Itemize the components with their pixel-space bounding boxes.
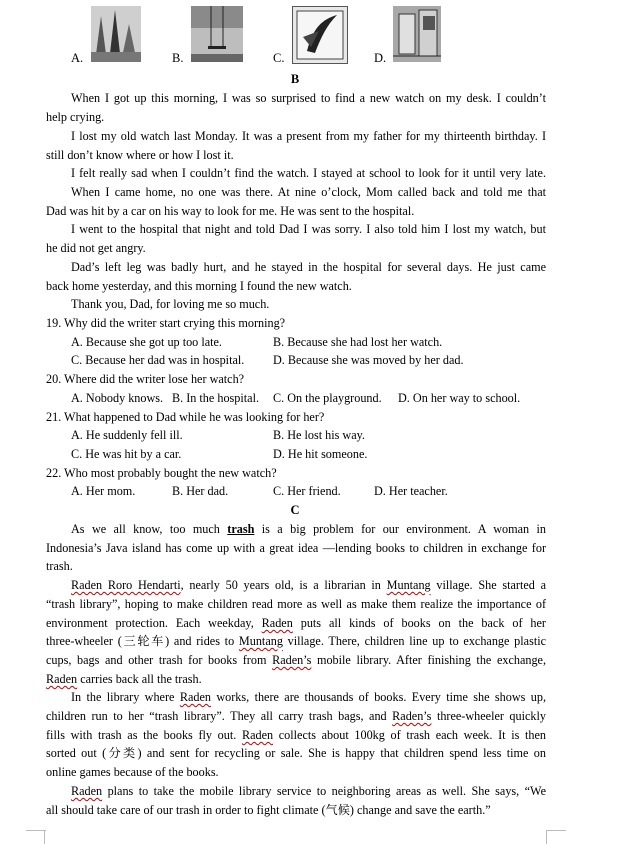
passage-c-line: sorted out (分类) and sent for recycling or sale. She is happy that children spend less time on bbox=[46, 746, 546, 760]
name-radens: Raden’s bbox=[272, 653, 312, 667]
text-run: plans to take the mobile library service to neighboring areas as well. She says, “We bbox=[102, 784, 546, 798]
option-d-picture bbox=[393, 6, 441, 62]
passage-b-line: he did not get angry. bbox=[46, 241, 146, 255]
section-b-heading: B bbox=[290, 72, 300, 86]
text-run: works, there are thousands of books. Every time she shows up, bbox=[210, 690, 546, 704]
question-20: 20. Where did the writer lose her watch? bbox=[46, 372, 245, 386]
question-19: 19. Why did the writer start crying this morning? bbox=[46, 316, 286, 330]
picture-options bbox=[0, 0, 630, 66]
text-run: carries back all the trash. bbox=[77, 672, 202, 686]
keyword-trash: trash bbox=[227, 522, 255, 536]
passage-c-line bbox=[46, 616, 546, 631]
q21-option-c: C. He was hit by a car. bbox=[71, 447, 182, 461]
q20-option-d: D. On her way to school. bbox=[398, 391, 521, 405]
question-21: 21. What happened to Dad while he was looking for her? bbox=[46, 410, 325, 424]
q22-option-c: C. Her friend. bbox=[273, 484, 341, 498]
option-a-picture bbox=[91, 6, 141, 62]
name-raden: Raden bbox=[179, 690, 211, 704]
passage-c-line bbox=[71, 690, 546, 705]
name-muntang: Muntang bbox=[238, 634, 283, 648]
q22-option-a: A. Her mom. bbox=[71, 484, 136, 498]
passage-c-line bbox=[46, 672, 546, 687]
passage-b-line: still don’t know where or how I lost it. bbox=[46, 148, 234, 162]
passage-b-line: Dad was hit by a car on his way to look for me. He was sent to the hospital. bbox=[46, 204, 415, 218]
text-run: three-wheeler quickly bbox=[431, 709, 546, 723]
passage-b-line: help crying. bbox=[46, 110, 105, 124]
passage-b-line: I felt really sad when I couldn’t find the watch. I stayed at school to look for it until very late. bbox=[71, 166, 546, 180]
option-b-label: B. bbox=[172, 51, 184, 65]
passage-b-line: When I got up this morning, I was so surprised to find a new watch on my desk. I couldn’t bbox=[71, 91, 546, 105]
passage-c-line bbox=[71, 784, 546, 799]
passage-b-line: I lost my old watch last Monday. It was a present from my father for my thirteenth birthday. I bbox=[71, 129, 546, 143]
text-run: environment protection. Each weekday, bbox=[46, 616, 262, 630]
q20-option-c: C. On the playground. bbox=[273, 391, 382, 405]
passage-c-line bbox=[46, 634, 546, 649]
text-run: , nearly 50 years old, is a librarian in bbox=[180, 578, 387, 592]
page-corner-mark bbox=[26, 830, 46, 843]
name-raden: Raden bbox=[241, 728, 274, 742]
q21-option-d: D. He hit someone. bbox=[273, 447, 368, 461]
text-run: fills with trash as the books fly out. bbox=[46, 728, 242, 742]
text-run: is a big problem for our environment. A woman in bbox=[254, 522, 546, 536]
passage-b-line: Dad’s left leg was badly hurt, and he stayed in the hospital for several days. He just came bbox=[71, 260, 546, 274]
text-run: cups, bags and other trash for books from bbox=[46, 653, 273, 667]
name-raden: Raden bbox=[71, 784, 103, 798]
page-corner-mark bbox=[546, 830, 566, 843]
passage-c-line: online games because of the books. bbox=[46, 765, 219, 779]
text-run: village. There, children line up to exchange plastic bbox=[282, 634, 546, 648]
text-run: puts all kinds of books on the back of her bbox=[292, 616, 546, 630]
question-22: 22. Who most probably bought the new watch? bbox=[46, 466, 277, 480]
q19-option-d: D. Because she was moved by her dad. bbox=[273, 353, 464, 367]
q21-option-b: B. He lost his way. bbox=[273, 428, 365, 442]
text-run: three-wheeler (三轮车) and rides to bbox=[46, 634, 239, 648]
q19-option-c: C. Because her dad was in hospital. bbox=[71, 353, 245, 367]
passage-c-line: all should take care of our trash in order to fight climate (气候) change and save the earth.” bbox=[46, 803, 491, 817]
q20-option-a: A. Nobody knows. bbox=[71, 391, 164, 405]
name-muntang: Muntang bbox=[386, 578, 431, 592]
option-a-label: A. bbox=[71, 51, 84, 65]
section-c-heading: C bbox=[290, 503, 300, 517]
passage-c-line: “trash library”, hoping to make children read more as well as make them realize the importance of bbox=[46, 597, 546, 611]
passage-c-line: trash. bbox=[46, 559, 73, 573]
page-corner-mark bbox=[44, 830, 45, 844]
text-run: mobile library. After finishing the exchange, bbox=[311, 653, 547, 667]
q19-option-b: B. Because she had lost her watch. bbox=[273, 335, 443, 349]
text-run: village. She started a bbox=[430, 578, 547, 592]
q22-option-d: D. Her teacher. bbox=[374, 484, 448, 498]
name-raden: Raden bbox=[261, 616, 293, 630]
passage-c-line bbox=[71, 578, 546, 593]
q22-option-b: B. Her dad. bbox=[172, 484, 229, 498]
name-raden: Raden bbox=[46, 672, 78, 686]
passage-b-line: Thank you, Dad, for loving me so much. bbox=[71, 297, 270, 311]
text-run: children run to her “trash library”. They all carry trash bags, and bbox=[46, 709, 393, 723]
option-b-picture bbox=[191, 6, 243, 62]
passage-c-line bbox=[46, 709, 546, 724]
text-run: As we all know, too much bbox=[71, 522, 228, 536]
passage-c-line bbox=[46, 728, 546, 743]
text-run: In the library where bbox=[71, 690, 180, 704]
passage-c-line bbox=[71, 522, 546, 537]
passage-b-line: back home yesterday, and this morning I found the new watch. bbox=[46, 279, 352, 293]
q19-option-a: A. Because she got up too late. bbox=[71, 335, 222, 349]
option-c-label: C. bbox=[273, 51, 285, 65]
text-run: collects about 100kg of trash each week. It is then bbox=[273, 728, 546, 742]
passage-b-line: I went to the hospital that night and told Dad I was sorry. I also told him I lost my watch, but bbox=[71, 222, 546, 236]
option-d-label: D. bbox=[374, 51, 387, 65]
q20-option-b: B. In the hospital. bbox=[172, 391, 259, 405]
passage-b-line: When I came home, no one was there. At nine o’clock, Mom called back and told me that bbox=[71, 185, 546, 199]
name-raden-roro-hendarti: Raden Roro Hendarti bbox=[71, 578, 181, 592]
passage-c-line bbox=[46, 653, 546, 668]
passage-c-line: Indonesia’s Java island has come up with a great idea —lending books to children in exchange for bbox=[46, 541, 546, 555]
option-c-picture bbox=[292, 6, 348, 64]
name-radens: Raden’s bbox=[392, 709, 432, 723]
q21-option-a: A. He suddenly fell ill. bbox=[71, 428, 183, 442]
